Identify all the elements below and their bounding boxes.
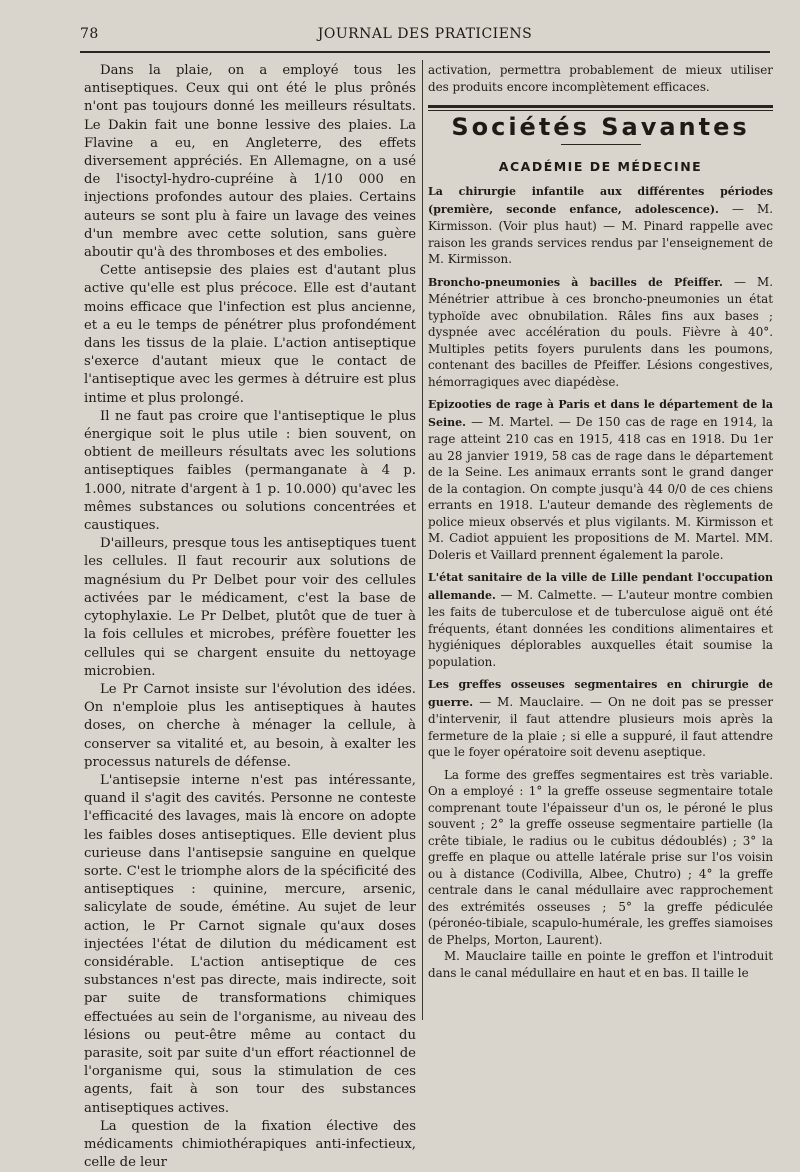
entry-body: — M. Kirmisson. (Voir plus haut) — M. Pinard rappelle avec raison les grands services rendus par l'enseignement de M. Kirmisson. (428, 201, 773, 266)
entry-heading: Epizooties de rage à Paris et dans le département de la Seine. (428, 398, 773, 429)
continuation-text: activation, permettra probablement de mieux utiliser des produits encore incomplètement efficaces. (428, 63, 773, 94)
paragraph: Dans la plaie, on a employé tous les antiseptiques. Ceux qui ont été le plus prônés n'ont pas toujours donné les meilleurs résultats. Le Dakin fait une bonne lessive des plaies. La Flavine a eu, en Angleterre, des effets diversement appréciés. En Allemagne, on a usé de l'isoctyl-hydro-cupréine à 1/10 000 en injections profondes autour des plaies. Certains auteurs se sont plu à faire un lavage des veines d'un membre avec cette solution, sans guère aboutir qu'à des thromboses et des embolies. (84, 63, 416, 261)
entry-body: — M. Calmette. — L'auteur montre combien les faits de tuberculose et de tuberculose aiguë ont été fréquents, étant données les conditions alimentaires et hygiéniques déplorables auxquelles était soumise la population. (428, 587, 774, 669)
entry-heading: Les greffes osseuses segmentaires en chirurgie de guerre. (428, 678, 773, 709)
journal-title: JOURNAL DES PRATICIENS (317, 26, 533, 42)
entry (428, 183, 773, 268)
paragraph: Cette antisepsie des plaies est d'autant plus active qu'elle est plus précoce. Elle est d'autant moins efficace que l'infection est plus ancienne, et a eu le temps de pénétrer plus profondément dans les tissus de la plaie. L'action antiseptique s'exerce d'autant mieux que le contact de l'antiseptique avec les germes à détruire est plus intime et plus prolongé. (84, 263, 416, 406)
paragraph: Le Pr Carnot insiste sur l'évolution des idées. On n'emploie plus les antiseptiques à hautes doses, on cherche à ménager la cellule, à conserver sa vitalité et, au besoin, à exalter les processus naturels de défense. (84, 681, 416, 770)
entry (428, 676, 773, 761)
entry-body: — M. Mauclaire. — On ne doit pas se presser d'intervenir, il faut attendre plusieurs mois après la fermeture de la plaie ; si elle a suppuré, il faut attendre que le foyer opératoire soit devenu aseptique. (428, 694, 773, 759)
right-column (428, 62, 773, 1023)
paragraph: M. Mauclaire taille en pointe le greffon et l'introduit dans le canal médullaire en haut et en bas. Il taille le (428, 949, 773, 980)
entry-body: — M. Ménétrier attribue à ces broncho-pneumonies un état typhoïde avec obnubilation. Râles fins aux bases ; dyspnée avec accélération du pouls. Fièvre à 40°. Multiples petits foyers purulents dans les poumons, contenant des bacilles de Pfeiffer. Lésions congestives, hémorragiques avec diapédèse. (428, 274, 773, 389)
entry-body: — M. Martel. — De 150 cas de rage en 1914, la rage atteint 210 cas en 1915, 418 cas en 1918. Du 1er au 28 janvier 1919, 58 cas de rage dans le département de la Seine. Les animaux errants sont le grand danger de la contagion. On compte jusqu'à 44 0/0 de ces chiens errants en 1918. L'auteur demande des règlements de police mieux observés et plus vigilants. M. Kirmisson et M. Cadiot appuient les propositions de M. Martel. MM. Doleris et Vaillard prennent également la parole. (428, 414, 773, 562)
section-title: Sociétés Savantes (451, 113, 750, 141)
entry-heading: Broncho-pneumonies à bacilles de Pfeiffer. (428, 275, 723, 289)
entry-heading: L'état sanitaire de la ville de Lille pendant l'occupation allemande. (428, 571, 773, 602)
entry-heading: La chirurgie infantile aux différentes périodes (première, seconde enfance, adolescence). (428, 185, 773, 216)
left-column (84, 62, 416, 1171)
page-header (80, 26, 770, 48)
section-rule (428, 105, 773, 111)
paragraph: L'antisepsie interne n'est pas intéressante, quand il s'agit des cavités. Personne ne conteste l'efficacité des lavages, mais là encore on adopte les faibles doses antiseptiques. Elle devient plus curieuse dans l'antisepsie sanguine en quelque sorte. C'est le triomphe alors de la spécificité des antiseptiques : quinine, mercure, arsenic, salicylate de soude, émétine. Au sujet de leur action, le Pr Carnot signale qu'aux doses injectées l'état de dilution du médicament est considérable. L'action antiseptique de ces substances n'est pas directe, mais indirecte, soit par suite de transformations chimiques effectuées au sein de l'organisme, au niveau des lésions ou peut-être même au contact du parasite, soit par suite d'un effort réactionnel de l'organisme qui, sous la stimulation de ces agents, fait à son tour des substances antiseptiques actives. (84, 772, 416, 1116)
paragraph: La question de la fixation élective des médicaments chimiothérapiques anti-infectieux, celle de leur (84, 1118, 416, 1171)
title-underline (561, 144, 641, 145)
paragraph: La forme des greffes segmentaires est très variable. On a employé : 1° la greffe osseuse segmentaire totale comprenant toute l'épaisseur d'un os, le péroné le plus souvent ; 2° la greffe osseuse segmentaire partielle (la crête tibiale, le radius ou le cubitus dédoublés) ; 3° la greffe en plaque ou attelle latérale prise sur l'os voisin ou à distance (Codivilla, Albee, Chutro) ; 4° la greffe centrale dans le canal médullaire avec rapprochement des extrémités osseuses ; 5° la greffe pédiculée (péronéo-tibiale, scapulo-humérale, les greffes siamoises de Phelps, Morton, Laurent). (428, 767, 773, 947)
subsection-title: ACADÉMIE DE MÉDECINE (498, 158, 703, 174)
header-rule (80, 51, 770, 53)
entry (428, 274, 773, 391)
paragraph: Il ne faut pas croire que l'antiseptique le plus énergique soit le plus utile : bien souvent, on obtient de meilleurs résultats avec les solutions antiseptiques faibles (permanganate à 4 p. 1.000, nitrate d'argent à 1 p. 10.000) qu'avec les mêmes substances ou solutions concentrées et caustiques. (84, 408, 416, 534)
paragraph: D'ailleurs, presque tous les antiseptiques tuent les cellules. Il faut recourir aux solutions de magnésium du Pr Delbet pour voir des cellules activées par le médicament, c'est la base de cytophylaxie. Le Pr Delbet, plutôt que de tuer à la fois cellules et microbes, préfère fouetter les cellules qui se chargent ensuite du nettoyage microbien. (84, 536, 416, 679)
entry (428, 396, 773, 563)
column-divider (422, 60, 423, 1020)
entry (428, 569, 773, 670)
page-number: 78 (80, 26, 99, 42)
